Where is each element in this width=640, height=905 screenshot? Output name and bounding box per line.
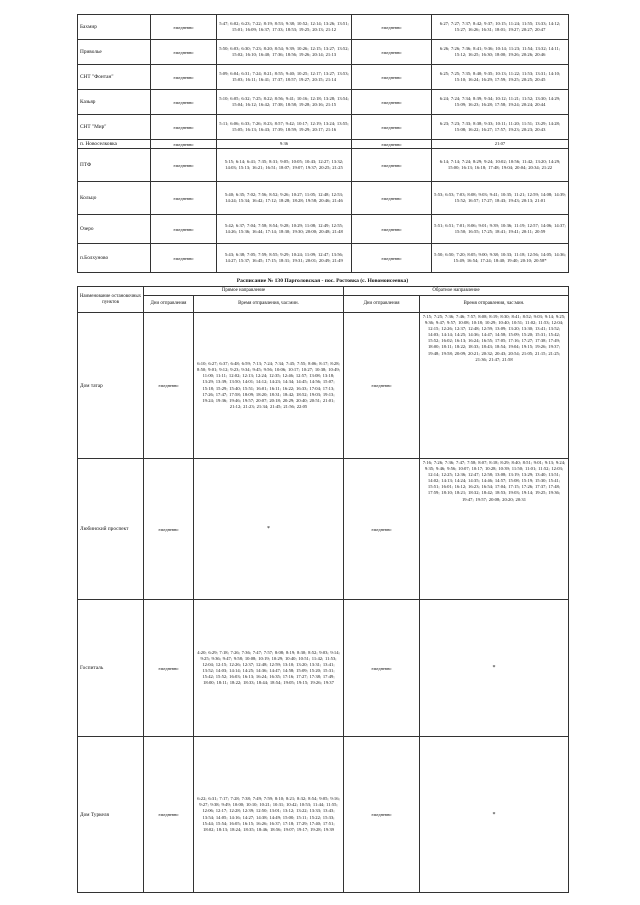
- days-reverse: ежедневно: [352, 15, 432, 40]
- stop-name: Дом татар: [78, 313, 144, 459]
- times-reverse: 6:14; 7:14; 7:24; 8:29; 9:24; 10:02; 10:56; 11:42; 13:20; 14:29; 15:00; 16:13; 16:18; 17:48; 19:04; 20:04; 20:34; 21:22: [432, 149, 569, 182]
- times-reverse: 6:24; 7:24; 7:34; 8:39; 9:34; 10:12; 11:21; 11:52; 13:30; 14:29; 15:09; 16:23; 16:28; 17:58; 19:24; 20:24; 20:44: [432, 90, 569, 115]
- days-forward: ежедневно: [151, 140, 217, 149]
- days-forward: ежедневно: [151, 182, 217, 215]
- days-reverse: ежедневно: [344, 600, 420, 737]
- times-forward: 6:10; 6:27; 6:37; 6:48; 6:59; 7:13; 7:24; 7:34; 7:45; 7:55; 8:06; 8:17; 8:28; 8:50; 9:01; 9:12; 9:23; 9:34; 9:45; 9:56; 10:06; 10:17; 10:27; 10:38; 10:49; 11:00; 11:11; 12:02; 12:13; 12:24; 12:35; 12:46; 12:57; 13:08; 13:18; 13:29; 13:39; 13:50; 14:01; 14:12; 14:23; 14:34; 14:45; 14:56; 15:07; 15:18; 15:29; 15:40; 15:51; 16:01; 16:11; 16:22; 16:33; 17:04; 17:13; 17:26; 17:47; 17:58; 18:09; 18:20; 18:31; 18:42; 18:52; 19:03; 19:13; 19:24; 19:36; 19:46; 19:57; 20:07; 20:18; 20:29; 20:40; 20:51; 21:01; 21:12; 21:23; 21:34; 21:45; 21:56; 22:05: [194, 313, 344, 459]
- times-forward: 9:36: [217, 140, 352, 149]
- table-row: [78, 182, 569, 215]
- table-row: [78, 115, 569, 140]
- stop-name: Приволье: [78, 40, 151, 65]
- times-reverse: 5:51; 6:51; 7:01; 8:06; 9:01; 9:39; 10:36; 11:19; 12:57; 14:06; 14:37; 15:50; 16:55; 17:25; 18:41; 19:41; 20:11; 20:59: [432, 215, 569, 244]
- days-reverse: ежедневно: [352, 140, 432, 149]
- header-days-reverse: Дни отправления: [344, 296, 420, 313]
- schedule-table-2-grid: [77, 286, 569, 893]
- times-reverse: 7:15; 7:25; 7:36; 7:46; 7:57; 8:08; 8:19; 8:30; 8:41; 8:52; 9:03; 9:14; 9:25; 9:36; 9:47; 9:57; 10:08; 10:18; 10:29; 10:40; 10:51; 11:02; 11:53; 12:04; 12:15; 12:26; 12:37; 12:48; 12:59; 13:09; 13:20; 13:30; 13:41; 13:52; 14:03; 14:14; 14:25; 14:36; 14:47; 14:58; 15:09; 15:20; 15:31; 15:42; 15:52; 16:02; 16:13; 16:24; 16:55; 17:05; 17:16; 17:27; 17:38; 17:49; 18:00; 18:11; 18:22; 18:33; 18:43; 18:54; 19:04; 19:15; 19:26; 19:37; 19:48; 19:58; 20:09; 20:21; 20:32; 20:43; 20:54; 21:05; 21:15; 21:25; 21:36; 21:47; 21:58: [420, 313, 569, 459]
- days-reverse: ежедневно: [352, 182, 432, 215]
- days-reverse: ежедневно: [352, 115, 432, 140]
- stop-name: п.Болхуново: [78, 244, 151, 273]
- times-reverse: 21:07: [432, 140, 569, 149]
- header-times-reverse: Время отправления, час:мин.: [420, 296, 569, 313]
- table-row: [78, 600, 569, 737]
- days-reverse: ежедневно: [352, 149, 432, 182]
- header-reverse-direction: Обратное направление: [344, 287, 569, 296]
- stop-name: СНТ "Мир": [78, 115, 151, 140]
- times-reverse: 5:53; 6:53; 7:03; 8:08; 9:03; 9:41; 10:35; 11:21; 12:59; 14:08; 14:39; 15:52; 16:57; 17:27; 18:43; 19:43; 20:13; 21:01: [432, 182, 569, 215]
- times-forward: *: [194, 459, 344, 600]
- days-reverse: ежедневно: [352, 244, 432, 273]
- schedule-table-1: [77, 14, 568, 273]
- times-forward: 5:43; 6:38; 7:05; 7:59; 8:55; 9:29; 10:24; 11:09; 12:47; 13:56; 14:27; 15:37; 16:45; 17:15; 18:31; 19:31; 20:01; 20:49; 21:49: [217, 244, 352, 273]
- times-reverse: 6:25; 7:25; 7:35; 8:40; 9:35; 10:13; 11:22; 11:53; 13:31; 14:10; 15:10; 16:24; 16:29; 17:59; 19:25; 20:25; 20:45: [432, 65, 569, 90]
- days-forward: ежедневно: [151, 40, 217, 65]
- table-row: [78, 149, 569, 182]
- header-stops: Наименование остановочных пунктов: [78, 287, 144, 313]
- stop-name: Любинский проспект: [78, 459, 144, 600]
- table-row: [78, 215, 569, 244]
- days-forward: ежедневно: [144, 459, 194, 600]
- route-title: Расписание № 130 Парголовская - пос. Ростовка (с. Новомоисеевка): [236, 278, 409, 284]
- days-reverse: ежедневно: [344, 737, 420, 893]
- header-times-forward: Время отправления, час:мин.: [194, 296, 344, 313]
- times-reverse: 6:27; 7:27; 7:37; 8:42; 9:37; 10:15; 11:24; 11:55; 13:33; 14:12; 15:27; 16:26; 16:31; 18:01; 19:27; 20:27; 20:47: [432, 15, 569, 40]
- days-forward: ежедневно: [151, 65, 217, 90]
- days-reverse: ежедневно: [352, 40, 432, 65]
- table-row: [78, 737, 569, 893]
- times-forward: 4:20; 6:29; 7:18; 7:26; 7:36; 7:47; 7:57; 8:08; 8:19; 8:30; 8:52; 9:03; 9:14; 9:25; 9:36; 9:47; 9:58; 10:08; 10:19; 10:29; 10:40; 10:51; 11:42; 11:53; 12:04; 12:15; 12:26; 12:37; 12:48; 12:59; 13:10; 13:20; 13:31; 13:41; 13:52; 14:03; 14:14; 14:25; 14:36; 14:47; 14:58; 15:09; 15:20; 15:31; 15:42; 15:52; 16:03; 16:13; 16:24; 16:35; 17:16; 17:27; 17:38; 17:49; 18:00; 18:11; 18:22; 18:33; 18:44; 18:54; 19:05; 19:15; 19:26; 19:37: [194, 600, 344, 737]
- times-reverse: 6:23; 7:23; 7:33; 8:38; 9:33; 10:11; 11:20; 11:51; 13:29; 14:28; 15:08; 16:22; 16:27; 17:57; 19:23; 20:23; 20:43: [432, 115, 569, 140]
- times-forward: 6:22; 6:31; 7:17; 7:28; 7:38; 7:49; 7:59; 8:10; 8:21; 8:32; 8:54; 9:05; 9:16; 9:27; 9:38; 9:49; 10:00; 10:10; 10:21; 10:31; 10:42; 10:53; 11:44; 11:55; 12:06; 12:17; 12:28; 12:39; 12:50; 13:01; 13:12; 13:22; 13:33; 13:43; 13:54; 14:05; 14:16; 14:27; 14:38; 14:49; 15:00; 15:11; 15:22; 15:33; 15:44; 15:54; 16:05; 16:15; 16:26; 16:37; 17:18; 17:29; 17:40; 17:51; 18:02; 18:13; 18:24; 18:35; 18:46; 18:56; 19:07; 19:17; 19:28; 19:39: [194, 737, 344, 893]
- days-reverse: ежедневно: [352, 215, 432, 244]
- schedule-table-2: [77, 286, 568, 893]
- stop-name: Бахмир: [78, 15, 151, 40]
- times-forward: 5:09; 6:04; 6:31; 7:24; 8:21; 8:55; 9:40; 10:25; 12:17; 13:27; 13:53; 15:03; 16:11; 16:41; 17:37; 18:57; 19:27; 20:15; 21:14: [217, 65, 352, 90]
- stop-name: п. Новоселковка: [78, 140, 151, 149]
- days-forward: ежедневно: [151, 149, 217, 182]
- times-forward: 5:42; 6:37; 7:04; 7:58; 8:54; 9:28; 10:29; 11:08; 12:49; 12:55; 14:26; 15:36; 16:44; 17:14; 18:30; 19:30; 20:00; 20:48; 21:48: [217, 215, 352, 244]
- stop-name: Госпиталь: [78, 600, 144, 737]
- days-reverse: ежедневно: [352, 65, 432, 90]
- times-forward: 5:50; 6:03; 6:30; 7:23; 8:20; 8:54; 9:39; 10:26; 12:15; 13:27; 13:52; 15:02; 16:10; 16:40; 17:36; 18:56; 19:26; 20:14; 21:13: [217, 40, 352, 65]
- table-row: [78, 65, 569, 90]
- times-reverse: *: [420, 600, 569, 737]
- stop-name: Дом Туркеля: [78, 737, 144, 893]
- table-row: [78, 90, 569, 115]
- days-forward: ежедневно: [144, 737, 194, 893]
- days-reverse: ежедневно: [344, 459, 420, 600]
- times-forward: 5:15; 6:14; 6:41; 7:35; 8:31; 9:05; 10:05; 10:43; 12:27; 13:32; 14:03; 15:13; 16:21; 16:51; 18:07; 19:07; 19:37; 20:25; 21:25: [217, 149, 352, 182]
- stop-name: Озеро: [78, 215, 151, 244]
- times-forward: 5:40; 6:35; 7:02; 7:56; 8:52; 9:26; 10:27; 11:05; 12:48; 12:53; 14:24; 15:34; 16:42; 17:12; 18:28; 18:28; 19:58; 20:46; 21:46: [217, 182, 352, 215]
- times-reverse: 7:16; 7:26; 7:36; 7:47; 7:58; 8:07; 8:18; 8:29; 8:40; 8:51; 9:01; 9:13; 9:24; 9:35; 9:46; 9:56; 10:07; 10:17; 10:28; 10:39; 11:50; 11:01; 11:52; 12:03; 12:14; 12:25; 12:36; 12:47; 12:58; 13:08; 13:19; 13:29; 13:40; 13:51; 14:02; 14:13; 14:24; 14:35; 14:46; 14:57; 15:08; 15:19; 15:30; 15:41; 15:51; 16:01; 16:12; 16:23; 16:54; 17:04; 17:15; 17:26; 17:37; 17:48; 17:59; 18:10; 18:21; 18:32; 18:42; 18:53; 19:03; 19:14; 19:25; 19:36; 19:47; 19:57; 20:08; 20:20; 20:31: [420, 459, 569, 600]
- times-reverse: *: [420, 737, 569, 893]
- days-forward: ежедневно: [151, 215, 217, 244]
- table-row: [78, 459, 569, 600]
- stop-name: ПТФ: [78, 149, 151, 182]
- table-row: [78, 15, 569, 40]
- times-forward: 5:11; 6:06; 6:33; 7:26; 8:23; 8:57; 9:42; 10:17; 12:19; 13:24; 13:55; 15:05; 16:13; 16:43; 17:39; 18:59; 19:29; 20:17; 21:16: [217, 115, 352, 140]
- stop-name: Кольцо: [78, 182, 151, 215]
- days-forward: ежедневно: [151, 90, 217, 115]
- times-reverse: 5:50; 6:50; 7:20; 8:05; 9:00; 9:38; 10:33; 11:18; 12:56; 14:05; 14:36; 15:49; 16:54; 17:24; 18:40; 19:40; 20:10; 20:58*: [432, 244, 569, 273]
- table-row: [78, 244, 569, 273]
- stop-name: СНТ "Фонтан": [78, 65, 151, 90]
- schedule-table-1-grid: [77, 14, 569, 273]
- table-row: [78, 140, 569, 149]
- stop-name: Казьяр: [78, 90, 151, 115]
- times-forward: 5:10; 6:05; 6:32; 7:25; 8:22; 8:56; 9:41; 10:16; 12:18; 13:28; 13:54; 15:04; 16:12; 16:42; 17:38; 18:58; 19:28; 20:16; 21:15: [217, 90, 352, 115]
- days-reverse: ежедневно: [344, 313, 420, 459]
- table-row: [78, 40, 569, 65]
- days-forward: ежедневно: [151, 15, 217, 40]
- days-forward: ежедневно: [144, 600, 194, 737]
- header-forward-direction: Прямое направление: [144, 287, 344, 296]
- days-forward: ежедневно: [151, 115, 217, 140]
- times-reverse: 6:26; 7:26; 7:36; 8:41; 9:36; 10:14; 11:23; 11:54; 13:32; 14:11; 15:12; 16:25; 16:30; 18:00; 19:26; 20:26; 20:46: [432, 40, 569, 65]
- table-row: [78, 313, 569, 459]
- header-days-forward: Дни отправления: [144, 296, 194, 313]
- times-forward: 5:47; 6:02; 6:23; 7:22; 8:19; 8:53; 9:38; 10:52; 12:14; 13:26; 13:51; 15:01; 16:09; 16:37; 17:33; 18:53; 19:25; 20:13; 21:12: [217, 15, 352, 40]
- days-reverse: ежедневно: [352, 90, 432, 115]
- days-forward: ежедневно: [151, 244, 217, 273]
- days-forward: ежедневно: [144, 313, 194, 459]
